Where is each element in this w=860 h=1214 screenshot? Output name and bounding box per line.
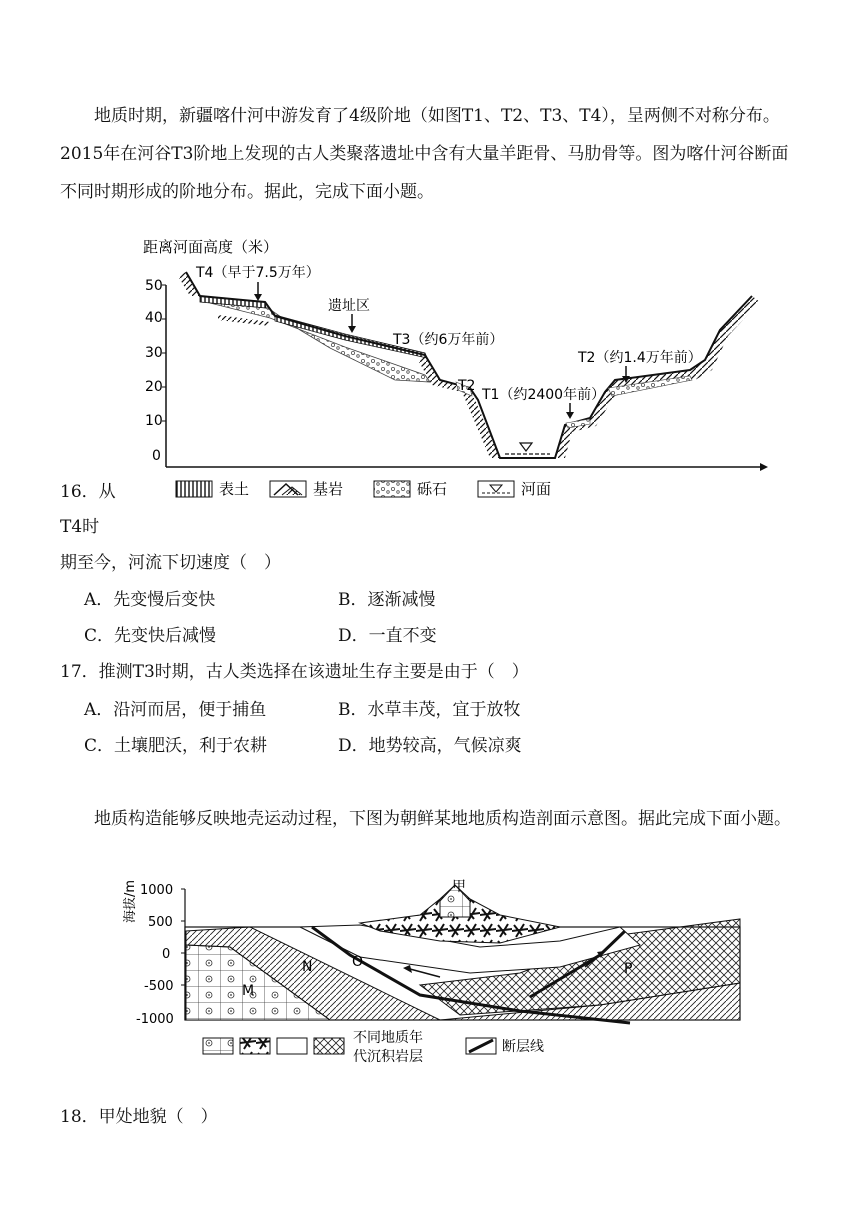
bedrock-right-slope [555,296,760,458]
q16-option-d[interactable]: D．一直不变 [338,626,437,646]
y-axis-label: 距离河面高度（米） [143,238,279,256]
label-t1: T1（约2400年前） [482,387,606,403]
q18-stem: 18．甲处地貌（ ） [60,1107,218,1127]
svg-text:代沉积岩层: 代沉积岩层 [353,1049,423,1065]
svg-text:表土: 表土 [219,480,250,498]
svg-text:河面: 河面 [521,480,552,498]
legend-fig1 [176,480,551,498]
y-tick-label: 0 [152,448,161,464]
label-t4: T4（早于7.5万年） [196,265,320,281]
water-level-symbol [520,443,532,451]
q16-line-3: 期至今，河流下切速度（ ） [60,553,281,573]
arrow-t1 [566,412,574,419]
y-tick-label: 30 [145,345,163,361]
intro-paragraph-1: 地质时期，新疆喀什河中游发育了4级阶地（如图T1、T2、T3、T4），呈两侧不对称分布。2015年在河谷T3阶地上发现的古人类聚落遗址中含有大量羊距骨、马肋骨等。图为喀什河谷断面不同时期形成的阶地分布。据此，完成下面小题。 [60,106,789,202]
q17-option-b[interactable]: B．水草丰茂，宜于放牧 [338,700,521,720]
label-p: P [624,961,633,977]
svg-text:砾石: 砾石 [417,480,448,498]
y-axis-label-2: 海拔/m [123,879,138,923]
svg-text:断层线: 断层线 [502,1039,544,1055]
arrow-site [348,326,356,333]
label-jia: 甲 [452,879,466,895]
q16-line-1: 16．从 [60,482,116,502]
y-tick-label-2: 500 [148,915,173,930]
q16-option-a[interactable]: A．先变慢后变快 [84,590,216,610]
y-tick-label-2: 1000 [140,883,174,898]
q17-option-a[interactable]: A．沿河而居，便于捕鱼 [84,700,267,720]
legend-fig2 [203,1029,544,1065]
bedrock-left-valley [418,355,500,458]
q16-option-b[interactable]: B．逐渐减慢 [338,590,436,610]
y-tick-label-2: 0 [162,947,171,962]
y-tick-label: 50 [145,278,163,294]
y-tick-label: 10 [145,413,163,429]
intro-paragraph-2: 地质构造能够反映地壳运动过程，下图为朝鲜某地地质构造剖面示意图。据此完成下面小题。 [94,809,791,829]
label-t2-left: T2 [458,378,476,394]
y-tick-label: 20 [145,379,163,395]
q17-option-d[interactable]: D．地势较高，气候凉爽 [338,736,522,756]
q17-option-c[interactable]: C．土壤肥沃，利于农耕 [84,736,268,756]
svg-text:基岩: 基岩 [313,480,344,498]
q17-stem: 17．推测T3时期，古人类选择在该遗址生存主要是由于（ ） [60,662,529,682]
y-tick-label-2: -1000 [136,1012,174,1027]
label-n: N [302,959,313,975]
label-site: 遗址区 [328,298,370,314]
label-o: O [352,954,364,970]
bedrock-t4-base [218,315,270,326]
terrace-cross-section-figure [0,230,860,505]
geologic-section-figure [0,875,860,1075]
q16-line-2: T4时 [60,517,100,537]
label-m: M [242,983,255,999]
y-tick-label-2: -500 [144,979,174,994]
arrow-t4 [254,294,262,301]
label-t3: T3（约6万年前） [393,332,504,348]
svg-text:不同地质年: 不同地质年 [353,1030,423,1046]
label-t2-right: T2（约1.4万年前） [578,350,702,366]
y-tick-label: 40 [145,310,163,326]
q16-option-c[interactable]: C．先变快后减慢 [84,626,217,646]
